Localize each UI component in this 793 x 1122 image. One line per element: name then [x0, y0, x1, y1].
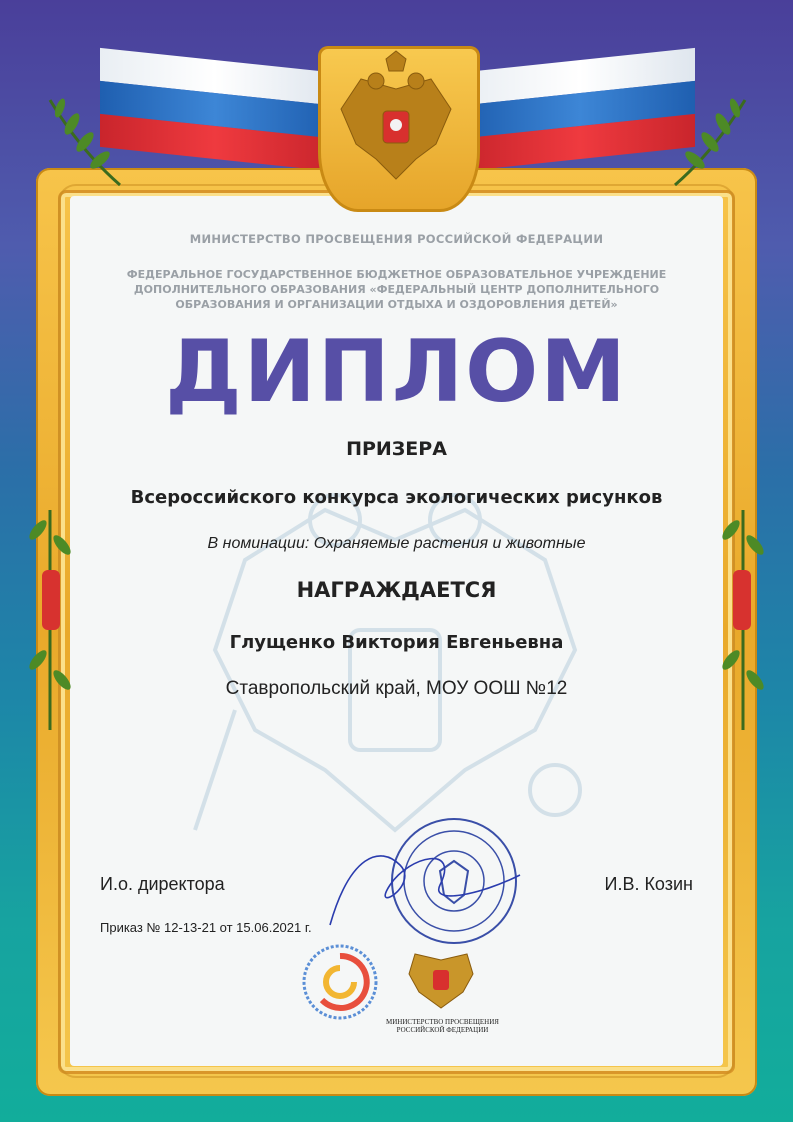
ministry-header: МИНИСТЕРСТВО ПРОСВЕЩЕНИЯ РОССИЙСКОЙ ФЕДЕРАЦИИ — [189, 232, 604, 246]
signatory-title: И.о. директора — [100, 874, 225, 894]
signatory-name: И.В. Козин — [604, 874, 693, 894]
institution-line-2: ДОПОЛНИТЕЛЬНОГО ОБРАЗОВАНИЯ «ФЕДЕРАЛЬНЫЙ ЦЕНТР ДОПОЛНИТЕЛЬНОГО — [133, 283, 660, 296]
diploma-degree: ПРИЗЕРА — [346, 438, 447, 460]
institution-line-3: ОБРАЗОВАНИЯ И ОРГАНИЗАЦИИ ОТДЫХА И ОЗДОРОВЛЕНИЯ ДЕТЕЙ» — [175, 298, 618, 311]
federal-center-logo — [300, 942, 380, 1022]
ministry-footer-line-1: МИНИСТЕРСТВО ПРОСВЕЩЕНИЯ — [386, 1018, 499, 1026]
nomination: В номинации: Охраняемые растения и животные — [207, 535, 586, 552]
coat-of-arms-shield — [318, 46, 480, 212]
recipient-place: Ставропольский край, МОУ ООШ №12 — [225, 678, 568, 699]
institution-line-1: ФЕДЕРАЛЬНОЕ ГОСУДАРСТВЕННОЕ БЮДЖЕТНОЕ ОБРАЗОВАТЕЛЬНОЕ УЧРЕЖДЕНИЕ — [126, 268, 667, 281]
recipient-name: Глущенко Виктория Евгеньевна — [229, 632, 564, 653]
laurel-top-left-icon — [40, 90, 130, 190]
contest-name: Всероссийского конкурса экологических рисунков — [130, 487, 663, 508]
ministry-footer — [380, 1018, 505, 1034]
ministry-emblem — [405, 950, 477, 1012]
diploma-title: ДИПЛОМ — [165, 322, 628, 422]
double-headed-eagle-icon — [321, 49, 471, 203]
handwritten-signature — [310, 825, 530, 945]
order-reference: Приказ № 12-13-21 от 15.06.2021 г. — [100, 920, 312, 935]
watermark-eagle-icon — [175, 470, 615, 870]
institution-name — [70, 267, 723, 312]
laurel-top-right-icon — [665, 90, 755, 190]
awarded-label: НАГРАЖДАЕТСЯ — [296, 578, 497, 602]
ministry-footer-line-2: РОССИЙСКОЙ ФЕДЕРАЦИИ — [396, 1026, 489, 1034]
